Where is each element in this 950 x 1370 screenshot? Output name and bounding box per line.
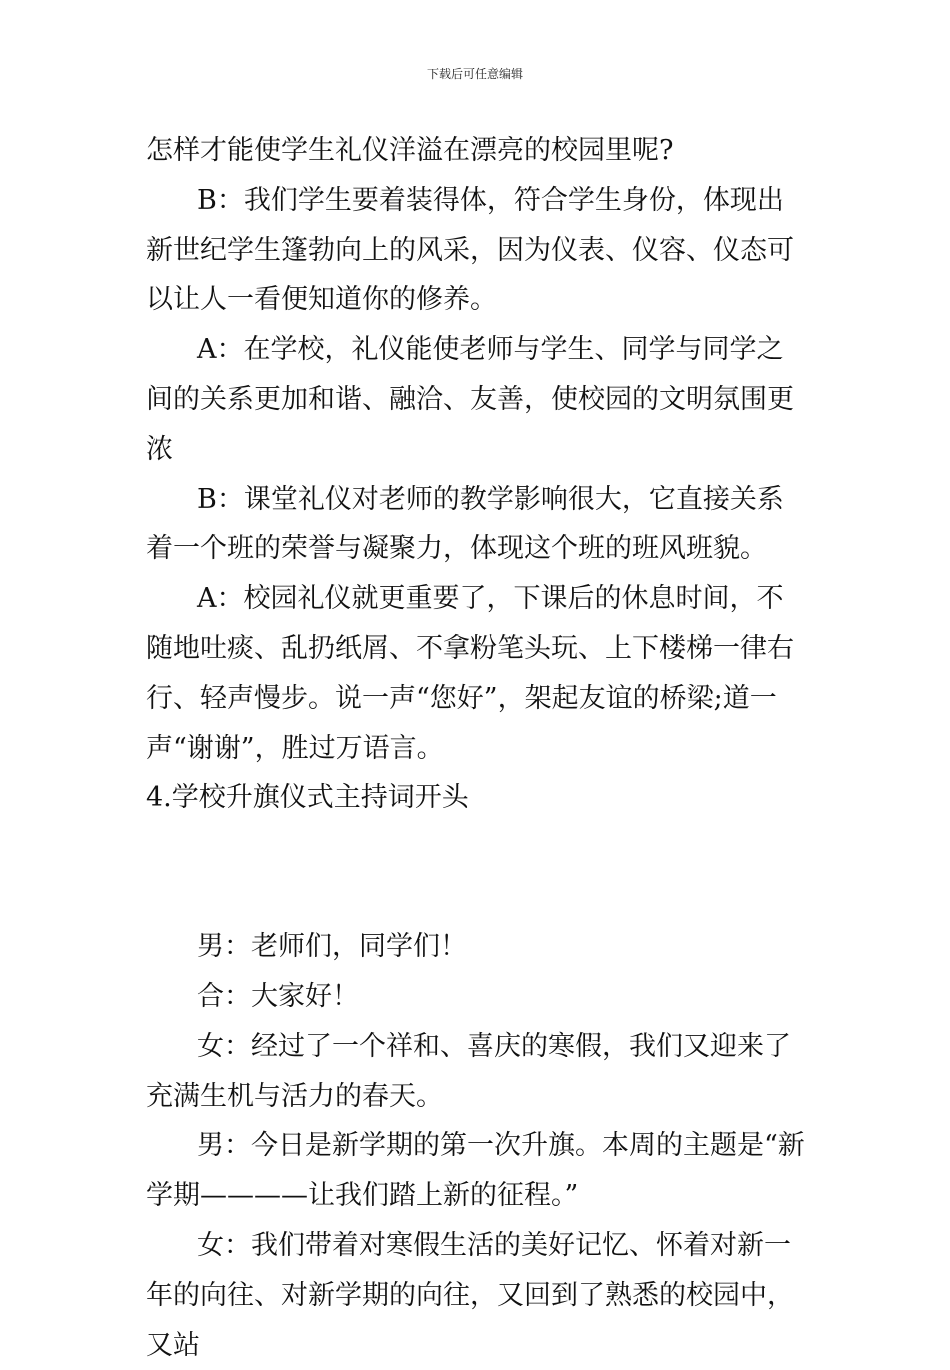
paragraph-male-greeting: 男：老师们，同学们！ (197, 931, 467, 963)
paragraph-female-return: 女：我们带着对寒假生活的美好记忆、怀着对新一年的向往、对新学期的向往，又回到了熟悉的校园中，又站 (146, 1229, 794, 1361)
section-spacer (146, 823, 810, 922)
section-heading: 4.学校升旗仪式主持词开头 (146, 782, 469, 814)
paragraph-continuation: 怎样才能使学生礼仪洋溢在漂亮的校园里呢? (146, 135, 674, 166)
paragraph-a-school: A：在学校，礼仪能使老师与学生、同学与同学之间的关系更加和谐、融洽、友善，使校园的文明氛围更浓 (146, 334, 794, 465)
paragraph-a-campus: A：校园礼仪就更重要了，下课后的休息时间，不随地吐痰、乱扔纸屑、不拿粉笔头玩、上下楼梯一律右行、轻声慢步。说一声“您好”，架起友谊的桥梁;道一声“谢谢”，胜过万语言。 (146, 583, 794, 764)
paragraph-female-spring: 女：经过了一个祥和、喜庆的寒假，我们又迎来了充满生机与活力的春天。 (146, 1030, 791, 1112)
paragraph-b-attire: B：我们学生要着装得体，符合学生身份，体现出新世纪学生篷勃向上的风采，因为仪表、仪容、仪态可以让人一看便知道你的修养。 (146, 184, 794, 316)
paragraph-together-greeting: 合：大家好！ (197, 980, 359, 1012)
document-body (146, 126, 810, 1370)
page-header: 下载后可任意编辑 (426, 67, 523, 81)
paragraph-male-theme: 男：今日是新学期的第一次升旗。本周的主题是“新学期————让我们踏上新的征程。” (146, 1130, 805, 1212)
paragraph-b-classroom: B：课堂礼仪对老师的教学影响很大，它直接关系着一个班的荣誉与凝聚力，体现这个班的班风班貌。 (146, 483, 784, 565)
